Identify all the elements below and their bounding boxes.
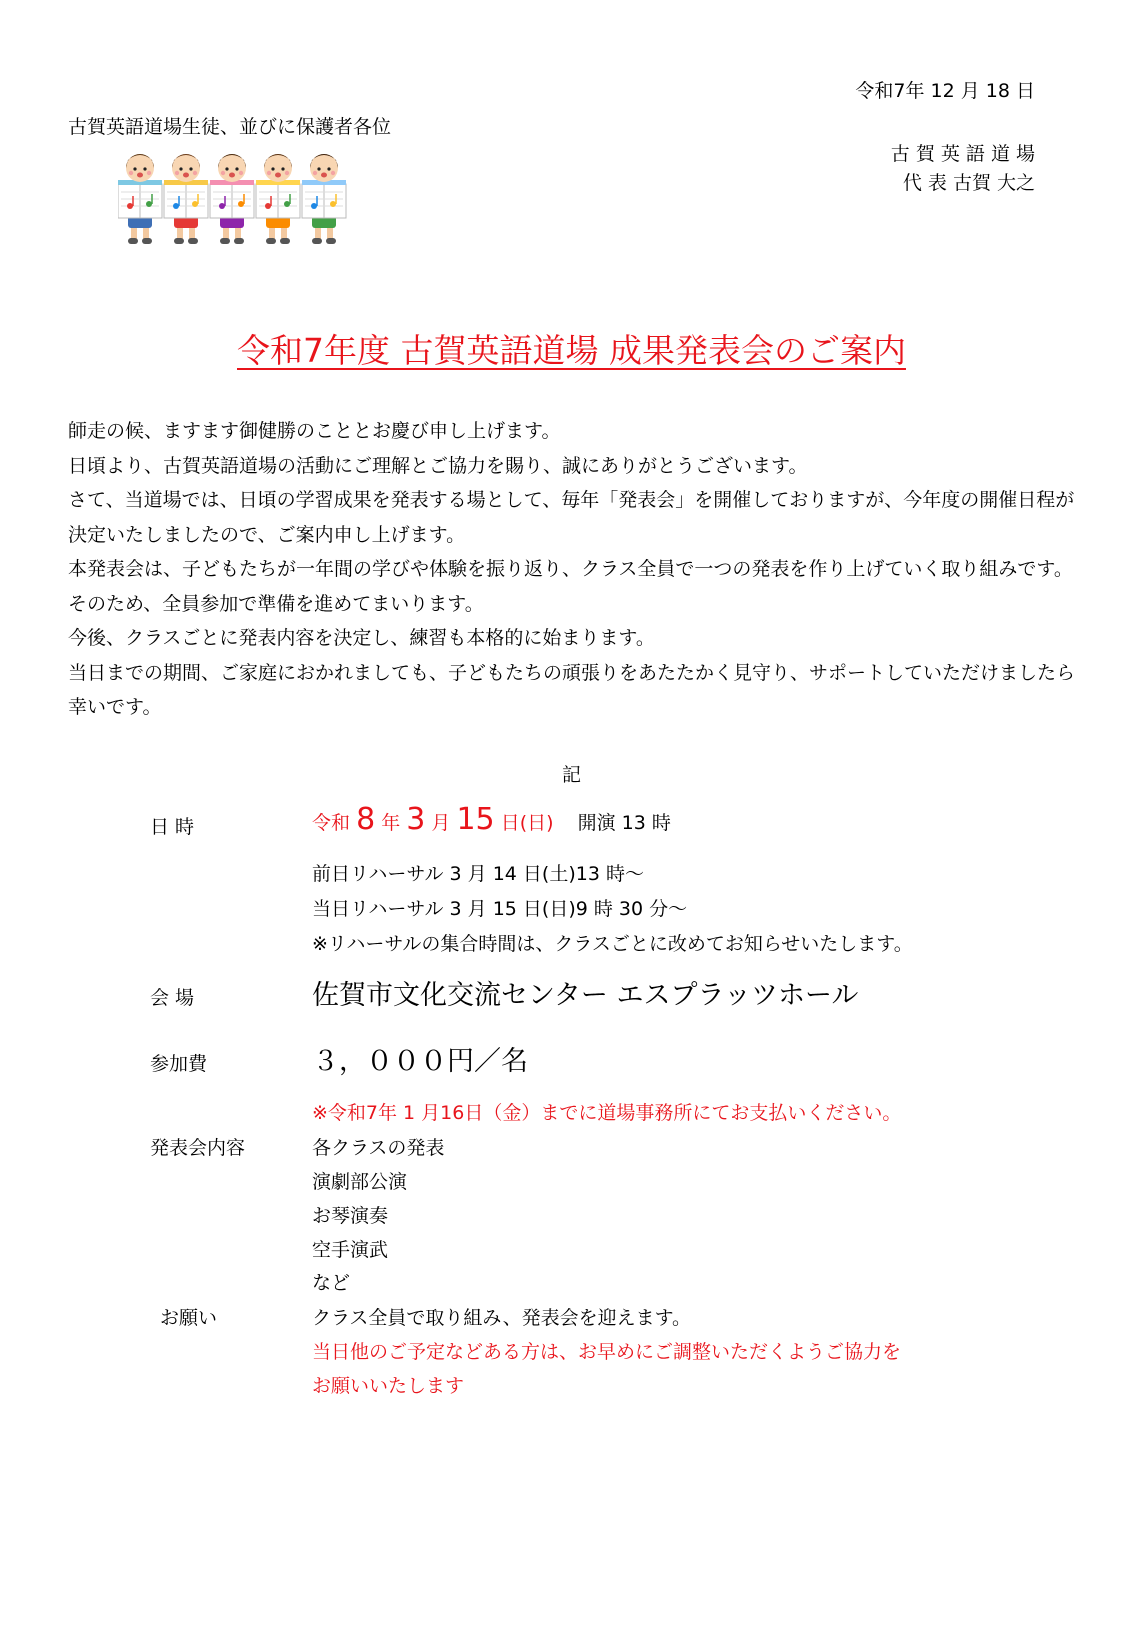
body-line: 本発表会は、子どもたちが一年間の学びや体験を振り返り、クラス全員で一つの発表を作り上げていく取り組みです。 — [68, 558, 1073, 580]
date-nen: 年 — [381, 812, 401, 834]
request-label: お願い — [160, 1307, 218, 1329]
event-date — [312, 802, 671, 837]
issue-date: 令和7年 12 月 18 日 — [855, 80, 1035, 102]
date-day: 15 — [456, 802, 495, 837]
children-choir-illustration — [118, 148, 350, 250]
body-line: 当日までの期間、ご家庭におかれましても、子どもたちの頑張りをあたたかく見守り、サポートしていただけましたら — [68, 661, 1076, 684]
program-item: お琴演奏 — [312, 1205, 389, 1227]
rehearsal-2: 当日リハーサル 3 月 15 日(日)9 時 30 分～ — [312, 898, 688, 920]
program-item: 各クラスの発表 — [312, 1137, 445, 1159]
greeting-body — [68, 414, 1088, 725]
fee: ３，０００円／名 — [312, 1046, 528, 1077]
fee-label: 参加費 — [150, 1053, 208, 1075]
sender-org: 古 賀 英 語 道 場 — [890, 143, 1035, 165]
start-time: 開演 13 時 — [577, 812, 671, 834]
request-line-red: 当日他のご予定などある方は、お早めにご調整いただくようご協力を — [312, 1341, 902, 1363]
body-line: 決定いたしましたので、ご案内申し上げます。 — [68, 523, 466, 546]
date-era: 令和 — [312, 812, 351, 834]
rehearsal-note: ※リハーサルの集合時間は、クラスごとに改めてお知らせいたします。 — [312, 933, 913, 955]
ki-heading: 記 — [561, 764, 581, 786]
venue: 佐賀市文化交流センター エスプラッツホール — [312, 980, 859, 1011]
body-line: 幸いです。 — [68, 696, 162, 718]
request-line: クラス全員で取り組み、発表会を迎えます。 — [312, 1307, 692, 1329]
body-line: さて、当道場では、日頃の学習成果を発表する場として、毎年「発表会」を開催しておりますが、今年度の開催日程が — [68, 489, 1075, 511]
body-line: 師走の候、ますます御健勝のこととお慶び申し上げます。 — [68, 420, 561, 442]
venue-label: 会 場 — [150, 987, 195, 1009]
program-label: 発表会内容 — [150, 1137, 246, 1159]
body-line: 日頃より、古賀英語道場の活動にご理解とご協力を賜り、誠にありがとうございます。 — [68, 454, 808, 477]
fee-note: ※令和7年 1 月16日（金）までに道場事務所にてお支払いください。 — [312, 1102, 902, 1124]
date-gatsu: 月 — [431, 812, 451, 834]
recipient: 古賀英語道場生徒、並びに保護者各位 — [68, 116, 392, 138]
program-item: など — [312, 1272, 351, 1294]
date-suffix: 日(日) — [500, 812, 554, 834]
sender-representative: 代 表 古賀 大之 — [902, 172, 1035, 194]
date-year: 8 — [356, 802, 376, 837]
sender-block — [891, 140, 1035, 198]
request-line-red: お願いいたします — [312, 1375, 465, 1397]
body-line: 今後、クラスごとに発表内容を決定し、練習も本格的に始まります。 — [68, 627, 655, 649]
date-label: 日 時 — [150, 816, 195, 838]
rehearsal-1: 前日リハーサル 3 月 14 日(土)13 時～ — [312, 863, 644, 885]
page-title: 令和7年度 古賀英語道場 成果発表会のご案内 — [237, 331, 906, 370]
program-item: 空手演武 — [312, 1239, 389, 1261]
program-item: 演劇部公演 — [312, 1171, 408, 1193]
body-line: そのため、全員参加で準備を進めてまいります。 — [68, 592, 484, 615]
date-month: 3 — [406, 802, 426, 837]
